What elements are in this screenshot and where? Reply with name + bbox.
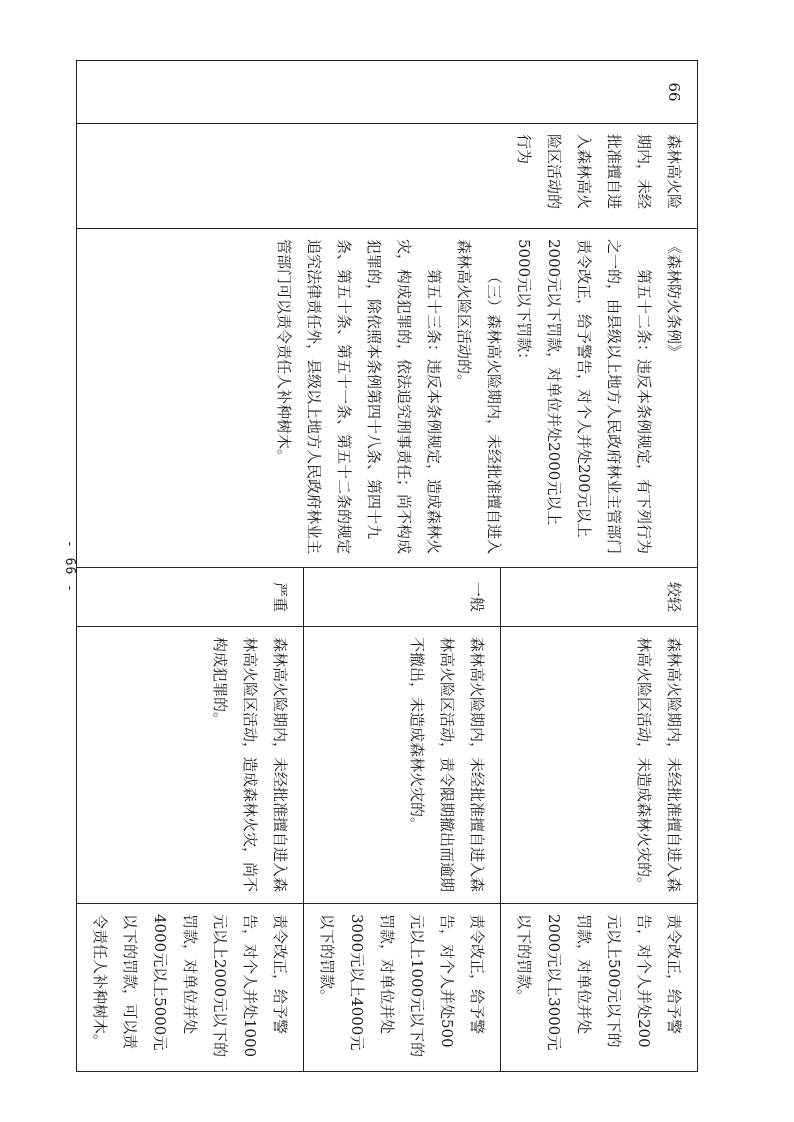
penalty-text: 责令改正，给予警告，对个人并处1000元以上2000元以下的罚款，对单位并处4000元以上5000元以下的罚款，可以责令责任人补种树木。 [91, 914, 289, 1058]
table-row [501, 61, 698, 1072]
circumstance-text: 森林高火险期内，未经批准擅自进入森林高火险区活动，造成森林火灾，尚不构成犯罪的。 [211, 637, 289, 893]
penalty-table-container [91, 60, 698, 1072]
legal-basis [77, 229, 698, 568]
penalty-standards-table [76, 60, 698, 1072]
basis-item-3: （三）森林高火险期内，未经批准擅自进入森林高火险区活动的。 [455, 239, 503, 555]
basis-article-53: 第五十三条：违反本条例规定，造成森林火灾，构成犯罪的，依法追究刑事责任；尚不构成犯罪的，除依照本条例第四十八条、第四十九条、第五十条、第五十一条、第五十二条的规定追究法律责任外，县级以上地方人民政府林业主管部门可以责令责任人补种树木。 [275, 239, 443, 555]
violation-behavior: 森林高火险期内，未经批准擅自进入森林高火险区活动的行为 [77, 124, 698, 229]
severity-level-general: 一般 [304, 568, 501, 627]
circumstance-serious [77, 627, 304, 904]
basis-title: 《森林防火条例》 [665, 239, 683, 360]
penalty-text: 责令改正，给予警告，对个人并处200元以上500元以下的罚款，对单位并处2000元以上3000元以下的罚款。 [515, 914, 683, 1051]
penalty-light [501, 904, 698, 1072]
circumstance-text: 森林高火险期内，未经批准擅自进入森林高火险区活动，未造成森林火灾的。 [635, 637, 683, 893]
penalty-text: 责令改正，给予警告，对个人并处500元以上1000元以下的罚款，对单位并处3000元以上4000元以下的罚款。 [318, 914, 486, 1058]
circumstance-light [501, 627, 698, 904]
penalty-general [304, 904, 501, 1072]
basis-article-52: 第五十二条：违反本条例规定，有下列行为之一的，由县级以上地方人民政府林业主管部门责令改正，给予警告，对个人并处200元以上2000元以下罚款，对单位并处2000元以上5000元以下罚款： [515, 239, 653, 555]
page-number: - 66 - [62, 540, 77, 593]
severity-level-serious: 严重 [77, 568, 304, 627]
circumstance-general [304, 627, 501, 904]
penalty-serious [77, 904, 304, 1072]
circumstance-text: 森林高火险期内，未经批准擅自进入森林高火险区活动，责令限期撤出而逾期不撤出，未造成森林火灾的。 [408, 637, 486, 893]
severity-level-light: 较轻 [501, 568, 698, 627]
row-number: 66 [77, 61, 698, 124]
